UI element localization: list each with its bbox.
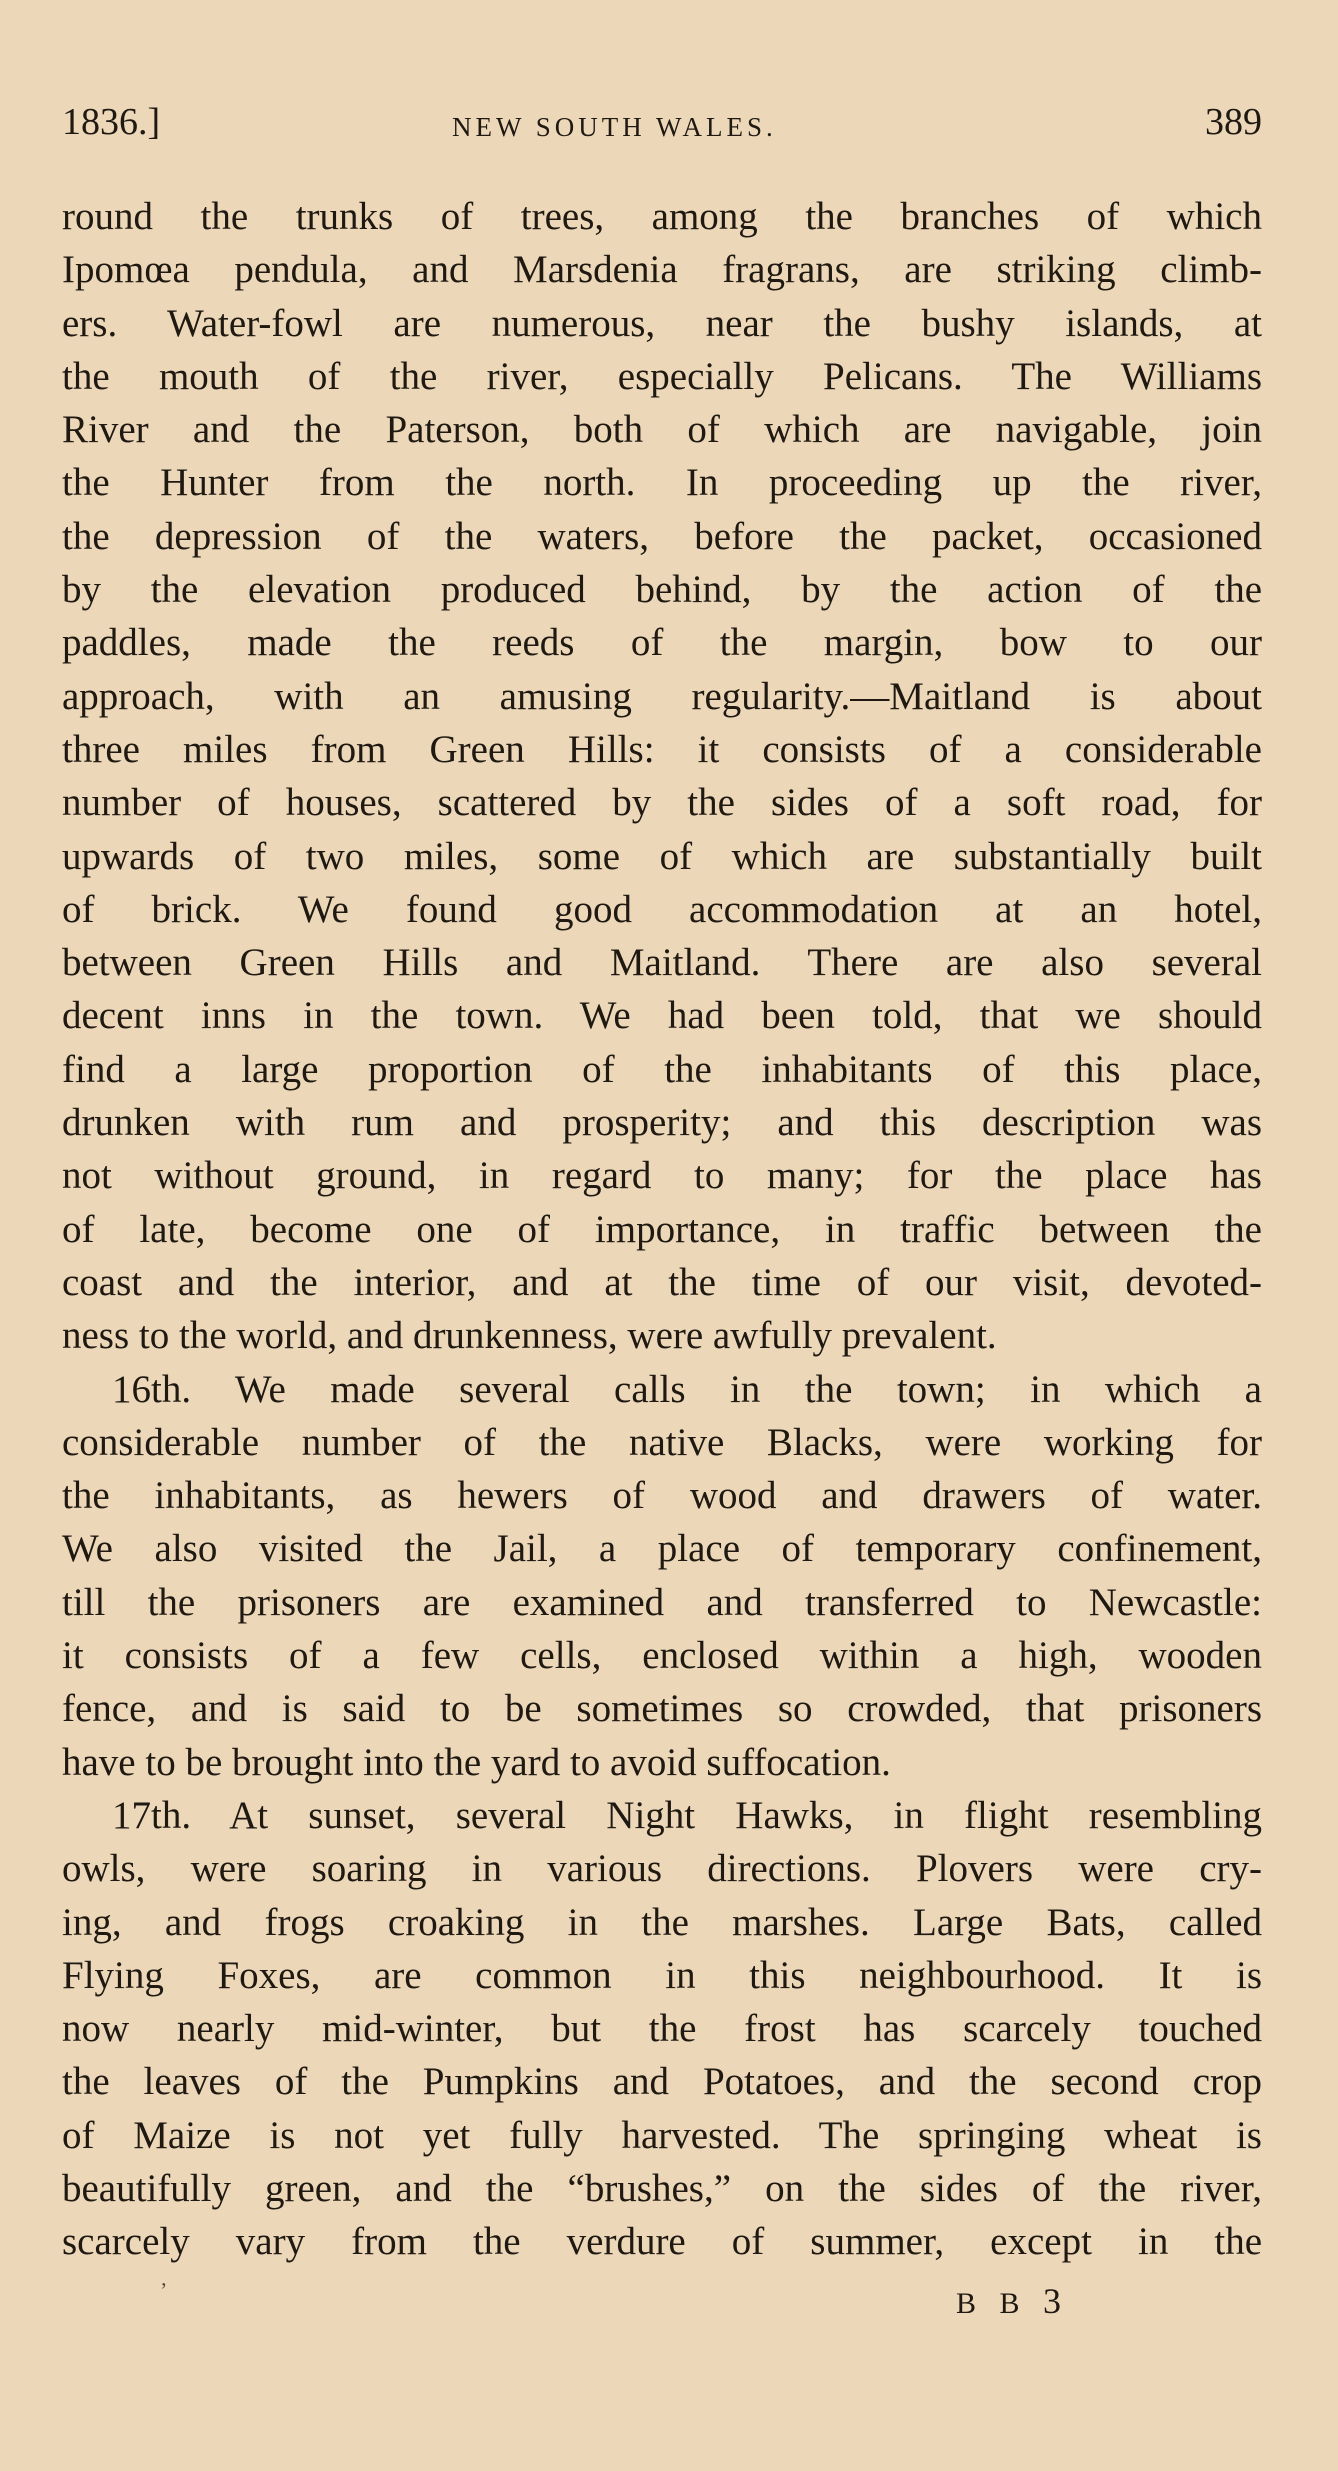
text-line: the leaves of the Pumpkins and Potatoes, and the second crop — [62, 2060, 1262, 2104]
text-line: ers. Water-fowl are numerous, near the bushy islands, at — [62, 301, 1262, 345]
text-line: round the trunks of trees, among the branches of which — [62, 195, 1262, 238]
text-line: find a large proportion of the inhabitants of this place, — [62, 1047, 1262, 1091]
text-line: not without ground, in regard to many; for the place has — [62, 1154, 1262, 1198]
text-line: coast and the interior, and at the time of our visit, devoted- — [62, 1260, 1262, 1304]
text-line: River and the Paterson, both of which are navigable, join — [62, 408, 1262, 452]
text-line: ness to the world, and drunkenness, were awfully prevalent. — [62, 1314, 997, 1358]
text-line: upwards of two miles, some of which are substantially built — [62, 834, 1262, 878]
text-line: it consists of a few cells, enclosed within a high, wooden — [62, 1634, 1262, 1678]
header-year: 1836.] — [62, 101, 161, 143]
text-line: decent inns in the town. We had been told, that we should — [62, 994, 1262, 1038]
text-line: owls, were soaring in various directions. Plovers were cry- — [62, 1847, 1262, 1891]
text-line: 17th. At sunset, several Night Hawks, in flight resembling — [112, 1793, 1262, 1837]
text-line: have to be brought into the yard to avoid suffocation. — [62, 1740, 891, 1784]
text-line: the Hunter from the north. In proceeding up the river, — [62, 461, 1262, 505]
text-line: drunken with rum and prosperity; and this description was — [62, 1101, 1262, 1145]
text-line: 16th. We made several calls in the town; in which a — [112, 1367, 1262, 1411]
text-line: the mouth of the river, especially Pelicans. The Williams — [62, 354, 1262, 398]
text-line: of brick. We found good accommodation at an hotel, — [62, 887, 1262, 931]
header-page-number: 389 — [1205, 101, 1262, 143]
text-line: of Maize is not yet fully harvested. The springing wheat is — [62, 2113, 1262, 2157]
text-line: fence, and is said to be sometimes so crowded, that prisoners — [62, 1687, 1262, 1731]
text-line: between Green Hills and Maitland. There are also several — [62, 941, 1262, 985]
text-line: approach, with an amusing regularity.—Maitland is about — [62, 674, 1262, 718]
text-line: now nearly mid-winter, but the frost has scarcely touched — [62, 2007, 1262, 2051]
text-line: considerable number of the native Blacks, were working for — [62, 1420, 1262, 1464]
header-title: NEW SOUTH WALES. — [452, 112, 777, 142]
text-line: beautifully green, and the “brushes,” on the sides of the river, — [62, 2166, 1262, 2210]
text-line: number of houses, scattered by the sides of a soft road, for — [62, 781, 1262, 825]
signature-number: 3 — [1043, 2281, 1062, 2321]
text-line: scarcely vary from the verdure of summer, except in the — [62, 2220, 1262, 2264]
signature-mark — [956, 2280, 1061, 2322]
running-header — [62, 100, 1262, 160]
text-line: the depression of the waters, before the packet, occasioned — [62, 514, 1262, 558]
text-line: of late, become one of importance, in traffic between the — [62, 1207, 1262, 1251]
text-line: Ipomœa pendula, and Marsdenia fragrans, are striking climb- — [62, 248, 1262, 292]
text-line: ing, and frogs croaking in the marshes. Large Bats, called — [62, 1900, 1262, 1944]
text-line: Flying Foxes, are common in this neighbourhood. It is — [62, 1953, 1262, 1997]
text-line: till the prisoners are examined and transferred to Newcastle: — [62, 1580, 1262, 1624]
text-line: by the elevation produced behind, by the action of the — [62, 568, 1262, 612]
text-line: paddles, made the reeds of the margin, bow to our — [62, 621, 1262, 665]
stray-mark: ʼ — [160, 2278, 168, 2303]
text-line: three miles from Green Hills: it consists of a considerable — [62, 727, 1262, 771]
body-text — [62, 190, 1262, 2269]
text-line: We also visited the Jail, a place of temporary confinement, — [62, 1527, 1262, 1571]
text-line: the inhabitants, as hewers of wood and drawers of water. — [62, 1474, 1262, 1518]
signature-letters: B B — [956, 2287, 1028, 2320]
